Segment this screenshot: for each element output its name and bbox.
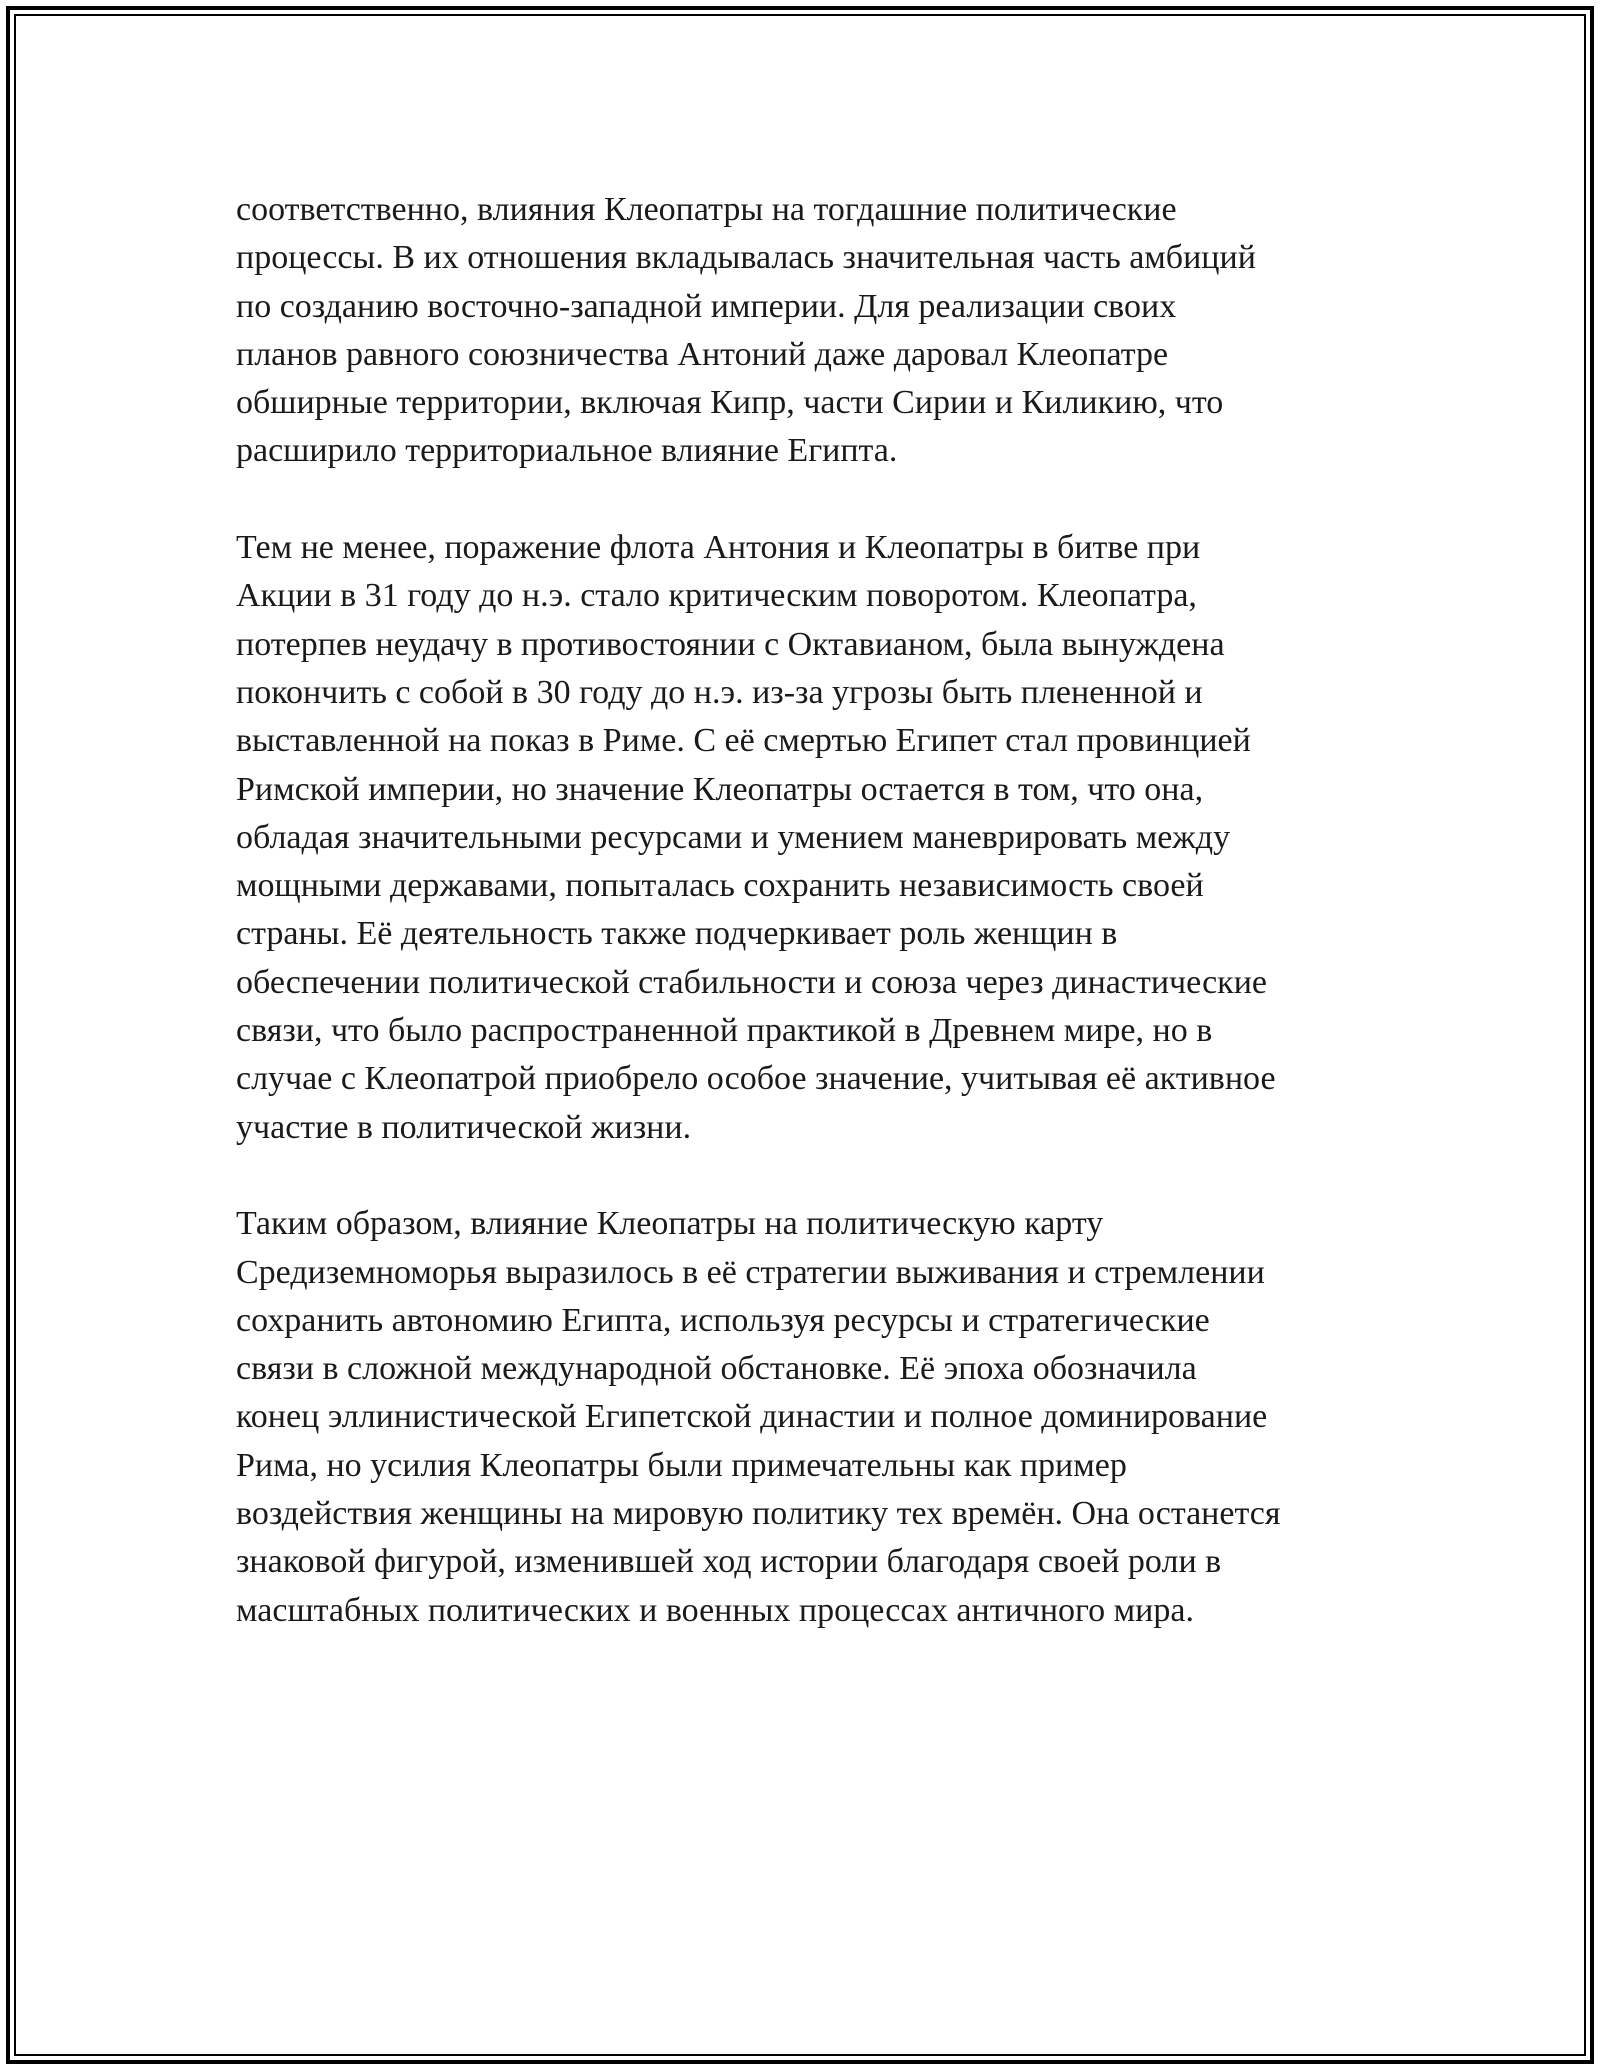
text-line: расширило территориальное влияние Египта. (236, 432, 898, 470)
text-line: Римской империи, но значение Клеопатры остается в том, что она, (236, 770, 1204, 808)
text-line: покончить с собой в 30 году до н.э. из-за угрозы быть плененной и (236, 673, 1203, 711)
text-line: Рима, но усилия Клеопатры были примечательны как пример (236, 1446, 1127, 1484)
text-line: обеспечении политической стабильности и союза через династические (236, 963, 1267, 1001)
text-line: связи в сложной международной обстановке. Её эпоха обозначила (236, 1350, 1197, 1388)
text-line: соответственно, влияния Клеопатры на тогдашние политические (236, 191, 1177, 228)
paragraph (236, 524, 1376, 1152)
text-line: планов равного союзничества Антоний даже даровал Клеопатре (236, 335, 1169, 373)
document-body (236, 186, 1376, 1683)
text-line: знаковой фигурой, изменившей ход истории благодаря своей роли в (236, 1543, 1222, 1581)
text-line: Акции в 31 году до н.э. стало критическим поворотом. Клеопатра, (236, 577, 1197, 615)
text-line: по созданию восточно-западной империи. Для реализации своих (236, 287, 1177, 325)
text-line: страны. Её деятельность также подчеркивает роль женщин в (236, 915, 1118, 953)
text-line: обширные территории, включая Кипр, части Сирии и Киликию, что (236, 384, 1224, 422)
text-line: конец эллинистической Египетской династии и полное доминирование (236, 1398, 1268, 1436)
text-line: масштабных политических и военных процессах античного мира. (236, 1591, 1194, 1629)
text-line: Таким образом, влияние Клеопатры на политическую карту (236, 1205, 1104, 1243)
paragraph (236, 186, 1376, 476)
text-line: сохранить автономию Египта, используя ресурсы и стратегические (236, 1301, 1210, 1339)
text-line: участие в политической жизни. (236, 1108, 692, 1146)
paragraph (236, 1200, 1376, 1635)
text-line: Средиземноморья выразилось в её стратегии выживания и стремлении (236, 1253, 1265, 1291)
text-line: воздействия женщины на мировую политику тех времён. Она останется (236, 1495, 1281, 1533)
text-line: связи, что было распространенной практикой в Древнем мире, но в (236, 1012, 1213, 1050)
text-line: выставленной на показ в Риме. С её смертью Египет стал провинцией (236, 722, 1251, 760)
text-line: процессы. В их отношения вкладывалась значительная часть амбиций (236, 239, 1256, 277)
text-line: случае с Клеопатрой приобрело особое значение, учитывая её активное (236, 1060, 1276, 1098)
text-line: обладая значительными ресурсами и умением маневрировать между (236, 818, 1231, 856)
text-line: Тем не менее, поражение флота Антония и Клеопатры в битве при (236, 529, 1201, 567)
text-line: мощными державами, попыталась сохранить независимость своей (236, 867, 1204, 905)
text-line: потерпев неудачу в противостоянии с Октавианом, была вынуждена (236, 625, 1225, 663)
